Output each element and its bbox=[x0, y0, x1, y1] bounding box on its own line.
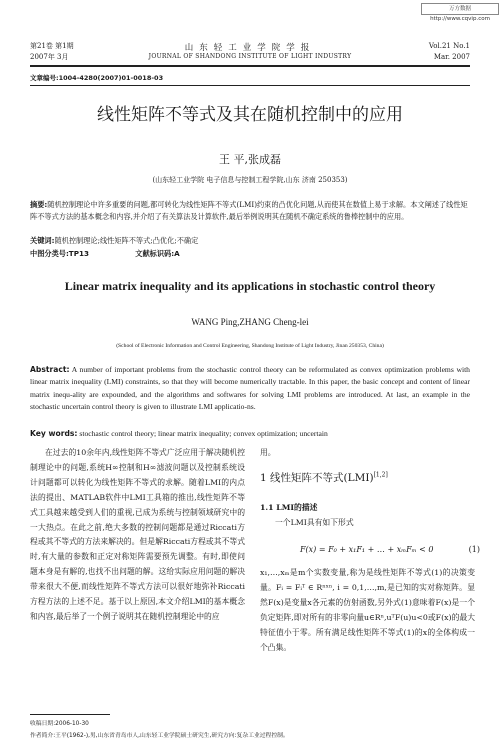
section-1-title: 1 线性矩阵不等式(LMI) bbox=[260, 472, 374, 484]
header-vol-en: Vol.21 No.1 bbox=[428, 42, 470, 50]
abstract-cn bbox=[30, 199, 470, 222]
footnote-received: 收稿日期:2006-10-30 bbox=[30, 721, 89, 727]
journal-name-en: JOURNAL OF SHANDONG INSTITUTE OF LIGHT INDUSTRY bbox=[148, 53, 352, 60]
abstract-cn-label: 摘要: bbox=[30, 200, 48, 209]
watermark: 万方数据 http://www.cqvip.com bbox=[421, 3, 499, 15]
keywords-en-text: stochastic control theory; linear matrix inequality; convex optimization; uncertain bbox=[79, 429, 328, 438]
keywords-cn-text: 随机控制理论;线性矩阵不等式;凸优化;不确定 bbox=[54, 236, 199, 245]
authors-cn: 王 平,张成磊 bbox=[219, 153, 281, 166]
equation-intro: 一个LMI具有如下形式 bbox=[275, 518, 354, 527]
keywords-cn-label: 关键词: bbox=[30, 236, 55, 245]
header-rule bbox=[30, 65, 470, 67]
section-1-citation: [1,2] bbox=[373, 471, 388, 479]
classification-cn bbox=[30, 248, 470, 260]
clc-number: 中图分类号:TP13 bbox=[30, 249, 89, 258]
subsection-1-1-heading: 1.1 LMI的描述 bbox=[260, 503, 318, 512]
title-en: Linear matrix inequality and its applications in stochastic control theory bbox=[64, 279, 436, 293]
equation-1-number: (1) bbox=[468, 545, 480, 554]
title-cn: 线性矩阵不等式及其在随机控制中的应用 bbox=[97, 105, 403, 125]
abstract-en-text: A number of important problems from the stochastic control theory can be reformulated as convex optimization problems with linear matrix inequality (LMI) constraints, so that they will become numerically tractable. In this paper, the basic concept and content of linear matrix inequ-ality are expounded, and the algorithms and softwares for solving LMI problems are introduced. At last, an example in the stochastic uncertain control theory is given to illustrate LMI applicatio-ns. bbox=[30, 365, 470, 411]
keywords-en bbox=[30, 428, 470, 440]
keywords-cn bbox=[30, 235, 470, 247]
document-code: 文献标识码:A bbox=[135, 249, 180, 258]
section-1-heading bbox=[260, 470, 388, 485]
keywords-en-label: Key words: bbox=[30, 429, 78, 438]
article-rule bbox=[30, 85, 470, 86]
footnote-rule bbox=[30, 714, 110, 715]
body-right-top: 用。 bbox=[260, 448, 276, 457]
journal-name-cn: 山东轻工业学院学报 bbox=[184, 43, 316, 53]
article-number: 文章编号:1004-4280(2007)01-0018-03 bbox=[30, 74, 164, 82]
authors-en: WANG Ping,ZHANG Cheng-lei bbox=[191, 317, 309, 327]
body-left-column: 在过去的10余年内,线性矩阵不等式广泛应用于解决随机控制理论中的问题,系统H∞控制和H∞滤波问题以及控制系统设计问题都可以转化为线性矩阵不等式的求解。随着LMI的内点法的提出、MATLAB软件中LMI工具箱的推出,线性矩阵不等式工具越来越受到人们的重视,已成为系统与控制领域研究中的一大热点。在此之前,绝大多数的控制问题都是通过Riccati方程或其不等式的方法来解决的。但是解Riccati方程或其不等式时,有大量的参数和正定对称矩阵需要预先调整。有时,即使问题本身是有解的,也找不出问题的解。这给实际应用问题的解决带来很大不便,而线性矩阵不等式方法可以很好地弥补Riccati方程方法的上述不足。基于以上原因,本文介绍LMI的基本概念和内容,最后举了一个例子说明其在随机控制理论中的应 bbox=[30, 448, 245, 621]
abstract-en bbox=[30, 364, 470, 413]
affiliation-en: (School of Electronic Information and Control Engineering, Shandong Institute of Light Industry, Jinan 250353, China) bbox=[116, 343, 384, 349]
footnote-author-bio: 作者简介:王平(1962-),男,山东省青岛市人,山东轻工业学院硕士研究生,研究方向:复杂工业过程控制。 bbox=[30, 733, 289, 739]
abstract-en-label: Abstract: bbox=[30, 365, 70, 374]
affiliation-cn: (山东轻工业学院 电子信息与控制工程学院,山东 济南 250353) bbox=[152, 176, 348, 184]
header-date-cn: 2007年 3月 bbox=[30, 53, 69, 61]
equation-1-body: F(x) = F₀ + x₁F₁ + … + xₘFₘ < 0 bbox=[300, 545, 434, 554]
body-right-column: x₁,…,xₘ是m个实数变量,称为是线性矩阵不等式(1)的决策变量。Fᵢ = Fᵢᵀ ∈ Rⁿˣⁿ, i = 0,1,…,m,是已知的实对称矩阵。显然F(x)是变量x各元素的仿射函数,另外式(1)意味着F(x)是一个负定矩阵,即对所有的非零向量u∈Rⁿ,uᵀF(u)u<0或F(x)的最大特征值小于零。所有满足线性矩阵不等式(1)的x的全体构成一个凸集。 bbox=[260, 568, 475, 652]
equation-1 bbox=[260, 545, 480, 554]
header-date-en: Mar. 2007 bbox=[433, 53, 470, 61]
header-vol-cn: 第21卷 第1期 bbox=[30, 42, 74, 50]
abstract-cn-text: 随机控制理论中许多重要的问题,都可转化为线性矩阵不等式(LMI)约束的凸优化问题,从而使其在数值上易于求解。本文阐述了线性矩阵不等式方法的基本概念和内容,并介绍了有关算法及计算软件,最后举例说明其在随机不确定系统的鲁棒控制中的应用。 bbox=[30, 200, 468, 221]
